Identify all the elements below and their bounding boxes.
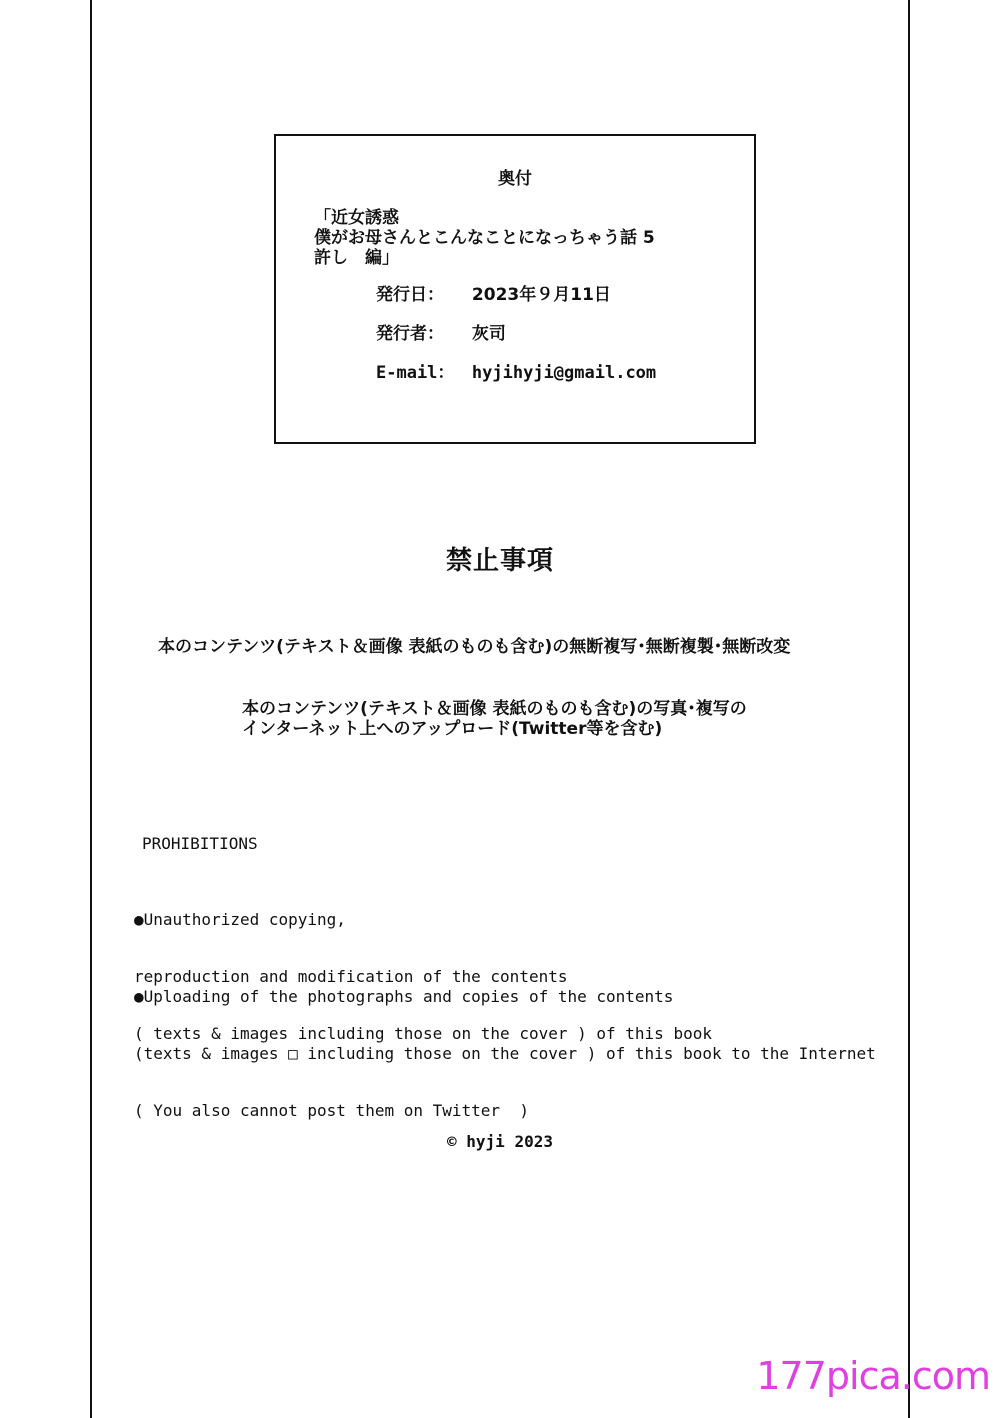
prohibitions-en-heading: PROHIBITIONS bbox=[142, 834, 258, 853]
copyright-notice: © hyji 2023 bbox=[447, 1132, 553, 1151]
publisher-row bbox=[376, 319, 506, 344]
publish-date-label: 発行日： bbox=[376, 285, 444, 305]
prohibition-en-item-2 bbox=[134, 949, 876, 1139]
book-title-line: 僕がお母さんとこんなことになっちゃう話 5 bbox=[314, 228, 655, 248]
colophon-heading: 奥付 bbox=[498, 169, 532, 189]
prohibition-en-line: ( You also cannot post them on Twitter ) bbox=[134, 1101, 529, 1120]
prohibition-en-line: reproduction and modification of the contents bbox=[134, 967, 568, 986]
prohibition-jp-item-2-line: インターネット上へのアップロード(Twitter等を含む) bbox=[242, 719, 663, 739]
prohibition-en-line: ●Uploading of the photographs and copies of the contents bbox=[134, 987, 674, 1006]
book-title bbox=[314, 208, 655, 268]
email-row bbox=[376, 358, 656, 383]
email-value: hyjihyji@gmail.com bbox=[471, 363, 657, 383]
prohibition-en-line: ●Unauthorized copying, bbox=[134, 910, 346, 929]
book-title-line: 「近女誘惑 bbox=[314, 208, 399, 228]
prohibitions-jp-heading: 禁止事項 bbox=[445, 546, 554, 576]
prohibition-en-line: ( texts & images including those on the cover ) of this book bbox=[134, 1024, 712, 1043]
colophon-box bbox=[274, 134, 756, 444]
site-watermark: 177pica.com bbox=[756, 1354, 990, 1398]
prohibition-en-line: (texts & images □ including those on the cover ) of this book to the Internet bbox=[134, 1044, 876, 1063]
book-title-line: 許し 編」 bbox=[314, 248, 399, 268]
publish-date-value: 2023年９月11日 bbox=[471, 285, 611, 305]
publisher-label: 発行者： bbox=[376, 324, 444, 344]
prohibition-jp-item-1: 本のコンテンツ(テキスト＆画像 表紙のものも含む)の無断複写･無断複製･無断改変 bbox=[158, 637, 791, 657]
email-label: E-mail： bbox=[376, 363, 455, 383]
publish-date-row bbox=[376, 280, 611, 305]
prohibition-jp-item-2-line: 本のコンテンツ(テキスト＆画像 表紙のものも含む)の写真･複写の bbox=[242, 699, 747, 719]
publisher-value: 灰司 bbox=[471, 324, 506, 344]
